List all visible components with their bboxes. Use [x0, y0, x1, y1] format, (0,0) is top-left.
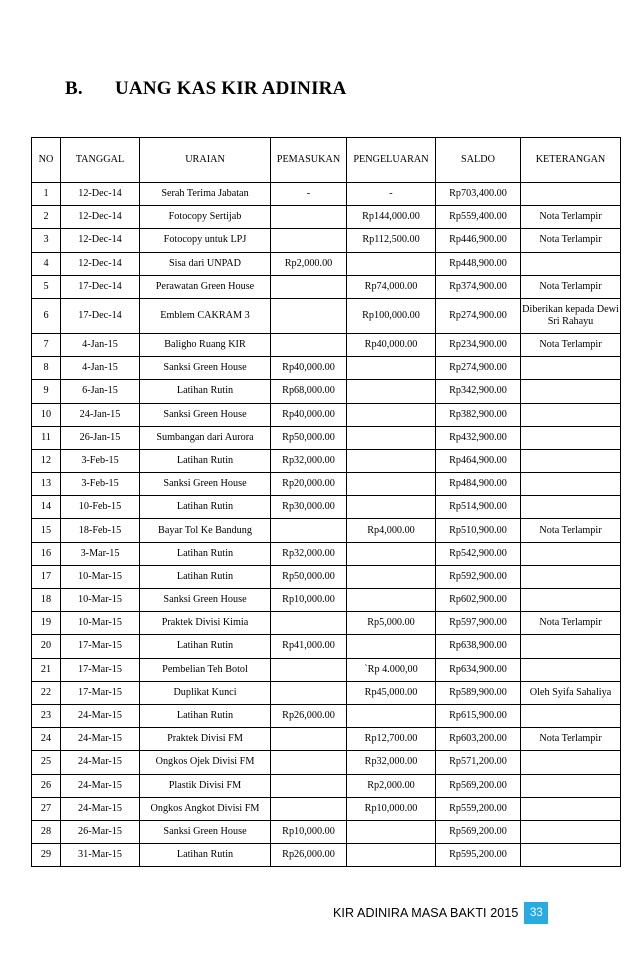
cell-pengeluaran [347, 426, 436, 449]
cell-uraian: Latihan Rutin [140, 380, 271, 403]
cell-keterangan [521, 797, 621, 820]
cell-keterangan [521, 658, 621, 681]
cell-uraian: Sanksi Green House [140, 403, 271, 426]
cell-saldo: Rp597,900.00 [436, 612, 521, 635]
cell-pemasukan: Rp30,000.00 [271, 496, 347, 519]
cell-pemasukan [271, 797, 347, 820]
cell-tanggal: 24-Mar-15 [61, 704, 140, 727]
cell-pengeluaran: Rp32,000.00 [347, 751, 436, 774]
cell-keterangan: Nota Terlampir [521, 333, 621, 356]
cell-no: 9 [32, 380, 61, 403]
cell-pengeluaran [347, 635, 436, 658]
cell-uraian: Duplikat Kunci [140, 681, 271, 704]
cell-pemasukan: Rp40,000.00 [271, 403, 347, 426]
cell-uraian: Latihan Rutin [140, 635, 271, 658]
header-pemasukan: PEMASUKAN [271, 138, 347, 183]
cell-no: 15 [32, 519, 61, 542]
cell-keterangan [521, 496, 621, 519]
table-row [32, 612, 621, 635]
cell-keterangan [521, 751, 621, 774]
cell-pemasukan [271, 229, 347, 252]
table-row [32, 797, 621, 820]
cell-pemasukan [271, 751, 347, 774]
cell-saldo: Rp484,900.00 [436, 473, 521, 496]
cell-uraian: Plastik Divisi FM [140, 774, 271, 797]
cell-pemasukan [271, 658, 347, 681]
cell-uraian: Bayar Tol Ke Bandung [140, 519, 271, 542]
cell-uraian: Latihan Rutin [140, 844, 271, 867]
cell-no: 20 [32, 635, 61, 658]
cell-pengeluaran [347, 844, 436, 867]
cell-pengeluaran: Rp144,000.00 [347, 206, 436, 229]
header-pengeluaran: PENGELUARAN [347, 138, 436, 183]
cell-pemasukan: Rp2,000.00 [271, 252, 347, 275]
cell-no: 4 [32, 252, 61, 275]
cell-pemasukan [271, 728, 347, 751]
table-row [32, 704, 621, 727]
cell-saldo: Rp571,200.00 [436, 751, 521, 774]
cell-saldo: Rp448,900.00 [436, 252, 521, 275]
table-row [32, 589, 621, 612]
cell-pengeluaran: Rp5,000.00 [347, 612, 436, 635]
cell-keterangan: Nota Terlampir [521, 275, 621, 298]
cell-no: 16 [32, 542, 61, 565]
cell-uraian: Sisa dari UNPAD [140, 252, 271, 275]
cell-tanggal: 3-Feb-15 [61, 449, 140, 472]
cell-saldo: Rp634,900.00 [436, 658, 521, 681]
cell-tanggal: 10-Mar-15 [61, 589, 140, 612]
cell-keterangan: Nota Terlampir [521, 728, 621, 751]
table-row [32, 183, 621, 206]
cell-tanggal: 3-Mar-15 [61, 542, 140, 565]
footer-text: KIR ADINIRA MASA BAKTI 2015 [333, 906, 519, 920]
cell-saldo: Rp274,900.00 [436, 357, 521, 380]
cell-saldo: Rp274,900.00 [436, 298, 521, 333]
cell-pengeluaran: Rp12,700.00 [347, 728, 436, 751]
table-row [32, 473, 621, 496]
cell-saldo: Rp432,900.00 [436, 426, 521, 449]
cell-no: 18 [32, 589, 61, 612]
cell-pemasukan: Rp10,000.00 [271, 820, 347, 843]
table-body [32, 183, 621, 867]
cell-keterangan [521, 357, 621, 380]
cell-tanggal: 17-Dec-14 [61, 298, 140, 333]
cell-uraian: Latihan Rutin [140, 496, 271, 519]
cell-pengeluaran: Rp40,000.00 [347, 333, 436, 356]
cell-pemasukan [271, 774, 347, 797]
cell-tanggal: 18-Feb-15 [61, 519, 140, 542]
cell-keterangan [521, 473, 621, 496]
cell-saldo: Rp569,200.00 [436, 820, 521, 843]
cell-tanggal: 17-Mar-15 [61, 635, 140, 658]
table-row [32, 565, 621, 588]
cell-uraian: Emblem CAKRAM 3 [140, 298, 271, 333]
cell-keterangan: Diberikan kepada Dewi Sri Rahayu [521, 298, 621, 333]
cell-keterangan [521, 183, 621, 206]
cell-keterangan [521, 252, 621, 275]
cell-saldo: Rp342,900.00 [436, 380, 521, 403]
cell-pengeluaran [347, 589, 436, 612]
table-row [32, 403, 621, 426]
cell-no: 26 [32, 774, 61, 797]
cell-pengeluaran: Rp2,000.00 [347, 774, 436, 797]
cell-saldo: Rp603,200.00 [436, 728, 521, 751]
cell-no: 3 [32, 229, 61, 252]
cell-pengeluaran: `Rp 4.000,00 [347, 658, 436, 681]
cell-uraian: Serah Terima Jabatan [140, 183, 271, 206]
header-keterangan: KETERANGAN [521, 138, 621, 183]
cell-pengeluaran [347, 357, 436, 380]
cell-pengeluaran [347, 473, 436, 496]
cell-pengeluaran: - [347, 183, 436, 206]
cell-no: 13 [32, 473, 61, 496]
cell-no: 1 [32, 183, 61, 206]
cell-no: 28 [32, 820, 61, 843]
cell-saldo: Rp510,900.00 [436, 519, 521, 542]
cell-pengeluaran: Rp10,000.00 [347, 797, 436, 820]
cell-uraian: Pembelian Teh Botol [140, 658, 271, 681]
cell-tanggal: 24-Mar-15 [61, 774, 140, 797]
cell-pemasukan: Rp26,000.00 [271, 704, 347, 727]
section-heading: UANG KAS KIR ADINIRA [115, 78, 347, 99]
cell-pemasukan: Rp20,000.00 [271, 473, 347, 496]
cell-saldo: Rp542,900.00 [436, 542, 521, 565]
table-row [32, 635, 621, 658]
table-row [32, 357, 621, 380]
cell-pengeluaran [347, 449, 436, 472]
table-row [32, 298, 621, 333]
header-saldo: SALDO [436, 138, 521, 183]
cell-pemasukan [271, 519, 347, 542]
cell-saldo: Rp514,900.00 [436, 496, 521, 519]
cell-uraian: Sanksi Green House [140, 820, 271, 843]
cell-pengeluaran: Rp74,000.00 [347, 275, 436, 298]
table-row [32, 380, 621, 403]
cell-saldo: Rp464,900.00 [436, 449, 521, 472]
cell-keterangan [521, 844, 621, 867]
cell-uraian: Sanksi Green House [140, 589, 271, 612]
cell-tanggal: 17-Dec-14 [61, 275, 140, 298]
table-row [32, 751, 621, 774]
cell-no: 24 [32, 728, 61, 751]
cell-tanggal: 31-Mar-15 [61, 844, 140, 867]
table-row [32, 542, 621, 565]
cell-no: 23 [32, 704, 61, 727]
cell-saldo: Rp589,900.00 [436, 681, 521, 704]
cell-pengeluaran: Rp112,500.00 [347, 229, 436, 252]
cell-no: 21 [32, 658, 61, 681]
cell-tanggal: 10-Mar-15 [61, 565, 140, 588]
cell-saldo: Rp602,900.00 [436, 589, 521, 612]
cell-tanggal: 12-Dec-14 [61, 183, 140, 206]
cell-keterangan [521, 820, 621, 843]
cell-uraian: Fotocopy untuk LPJ [140, 229, 271, 252]
cell-uraian: Sanksi Green House [140, 357, 271, 380]
cell-keterangan [521, 403, 621, 426]
cell-pengeluaran [347, 496, 436, 519]
cell-keterangan [521, 589, 621, 612]
cell-no: 14 [32, 496, 61, 519]
table-row [32, 229, 621, 252]
cell-tanggal: 26-Jan-15 [61, 426, 140, 449]
table-header-row [32, 138, 621, 183]
cell-pemasukan [271, 298, 347, 333]
cell-uraian: Praktek Divisi FM [140, 728, 271, 751]
cell-keterangan: Nota Terlampir [521, 229, 621, 252]
cell-uraian: Fotocopy Sertijab [140, 206, 271, 229]
cell-uraian: Sumbangan dari Aurora [140, 426, 271, 449]
cell-no: 12 [32, 449, 61, 472]
section-letter: B. [65, 78, 83, 99]
cell-pemasukan [271, 333, 347, 356]
cell-keterangan [521, 774, 621, 797]
cell-pemasukan: Rp10,000.00 [271, 589, 347, 612]
cell-saldo: Rp569,200.00 [436, 774, 521, 797]
cell-saldo: Rp615,900.00 [436, 704, 521, 727]
cell-pengeluaran [347, 542, 436, 565]
table-row [32, 426, 621, 449]
cell-tanggal: 24-Mar-15 [61, 797, 140, 820]
cell-uraian: Praktek Divisi Kimia [140, 612, 271, 635]
header-tanggal: TANGGAL [61, 138, 140, 183]
table-row [32, 681, 621, 704]
cell-saldo: Rp703,400.00 [436, 183, 521, 206]
cell-no: 7 [32, 333, 61, 356]
cell-pemasukan [271, 206, 347, 229]
header-uraian: URAIAN [140, 138, 271, 183]
cell-uraian: Latihan Rutin [140, 704, 271, 727]
cell-tanggal: 6-Jan-15 [61, 380, 140, 403]
cell-tanggal: 4-Jan-15 [61, 333, 140, 356]
cell-keterangan [521, 704, 621, 727]
table-row [32, 275, 621, 298]
cell-no: 17 [32, 565, 61, 588]
cell-saldo: Rp382,900.00 [436, 403, 521, 426]
cell-keterangan: Nota Terlampir [521, 519, 621, 542]
table-row [32, 820, 621, 843]
cell-pemasukan: Rp68,000.00 [271, 380, 347, 403]
cell-pemasukan: Rp50,000.00 [271, 426, 347, 449]
page-number-badge: 33 [524, 902, 548, 924]
cell-pemasukan: Rp40,000.00 [271, 357, 347, 380]
cell-pengeluaran: Rp100,000.00 [347, 298, 436, 333]
cell-tanggal: 24-Mar-15 [61, 728, 140, 751]
table-row [32, 519, 621, 542]
page-footer [333, 902, 548, 924]
cell-tanggal: 4-Jan-15 [61, 357, 140, 380]
cell-tanggal: 17-Mar-15 [61, 681, 140, 704]
cell-tanggal: 26-Mar-15 [61, 820, 140, 843]
cell-pengeluaran: Rp4,000.00 [347, 519, 436, 542]
cell-keterangan [521, 380, 621, 403]
table-row [32, 774, 621, 797]
cell-no: 5 [32, 275, 61, 298]
table-row [32, 496, 621, 519]
cell-pemasukan: Rp26,000.00 [271, 844, 347, 867]
cell-saldo: Rp638,900.00 [436, 635, 521, 658]
cell-uraian: Ongkos Angkot Divisi FM [140, 797, 271, 820]
cell-saldo: Rp374,900.00 [436, 275, 521, 298]
cash-table [31, 137, 621, 867]
table-row [32, 206, 621, 229]
cell-tanggal: 3-Feb-15 [61, 473, 140, 496]
cell-uraian: Baligho Ruang KIR [140, 333, 271, 356]
cell-pengeluaran [347, 252, 436, 275]
cell-saldo: Rp559,400.00 [436, 206, 521, 229]
cell-tanggal: 10-Feb-15 [61, 496, 140, 519]
cell-no: 6 [32, 298, 61, 333]
cell-keterangan: Nota Terlampir [521, 206, 621, 229]
cell-tanggal: 24-Jan-15 [61, 403, 140, 426]
cell-pemasukan: Rp32,000.00 [271, 449, 347, 472]
cell-uraian: Sanksi Green House [140, 473, 271, 496]
cell-no: 27 [32, 797, 61, 820]
cell-keterangan [521, 426, 621, 449]
cell-pengeluaran [347, 380, 436, 403]
table-row [32, 658, 621, 681]
table-row [32, 333, 621, 356]
cell-tanggal: 10-Mar-15 [61, 612, 140, 635]
header-no: NO [32, 138, 61, 183]
cell-saldo: Rp592,900.00 [436, 565, 521, 588]
cell-keterangan [521, 542, 621, 565]
cell-no: 10 [32, 403, 61, 426]
cell-saldo: Rp446,900.00 [436, 229, 521, 252]
cell-uraian: Latihan Rutin [140, 542, 271, 565]
cell-no: 19 [32, 612, 61, 635]
cell-no: 8 [32, 357, 61, 380]
cell-tanggal: 12-Dec-14 [61, 206, 140, 229]
cell-pengeluaran [347, 820, 436, 843]
cell-saldo: Rp234,900.00 [436, 333, 521, 356]
cell-pemasukan: Rp50,000.00 [271, 565, 347, 588]
cell-pemasukan: Rp41,000.00 [271, 635, 347, 658]
cell-keterangan [521, 635, 621, 658]
cell-pengeluaran [347, 704, 436, 727]
cell-keterangan [521, 449, 621, 472]
cell-keterangan: Oleh Syifa Sahaliya [521, 681, 621, 704]
cell-keterangan [521, 565, 621, 588]
table-row [32, 844, 621, 867]
table-row [32, 252, 621, 275]
cell-pengeluaran: Rp45,000.00 [347, 681, 436, 704]
cell-pemasukan: - [271, 183, 347, 206]
cell-uraian: Perawatan Green House [140, 275, 271, 298]
cell-uraian: Ongkos Ojek Divisi FM [140, 751, 271, 774]
cell-tanggal: 24-Mar-15 [61, 751, 140, 774]
cell-tanggal: 12-Dec-14 [61, 229, 140, 252]
cell-no: 2 [32, 206, 61, 229]
cell-no: 22 [32, 681, 61, 704]
cell-uraian: Latihan Rutin [140, 449, 271, 472]
cash-table-container [31, 137, 620, 867]
cell-pemasukan: Rp32,000.00 [271, 542, 347, 565]
cell-pengeluaran [347, 565, 436, 588]
cell-tanggal: 17-Mar-15 [61, 658, 140, 681]
cell-keterangan: Nota Terlampir [521, 612, 621, 635]
cell-uraian: Latihan Rutin [140, 565, 271, 588]
cell-pemasukan [271, 681, 347, 704]
cell-pengeluaran [347, 403, 436, 426]
cell-pemasukan [271, 612, 347, 635]
cell-no: 25 [32, 751, 61, 774]
cell-tanggal: 12-Dec-14 [61, 252, 140, 275]
cell-no: 29 [32, 844, 61, 867]
cell-saldo: Rp595,200.00 [436, 844, 521, 867]
table-row [32, 728, 621, 751]
cell-no: 11 [32, 426, 61, 449]
table-row [32, 449, 621, 472]
cell-saldo: Rp559,200.00 [436, 797, 521, 820]
cell-pemasukan [271, 275, 347, 298]
section-title [65, 78, 347, 100]
